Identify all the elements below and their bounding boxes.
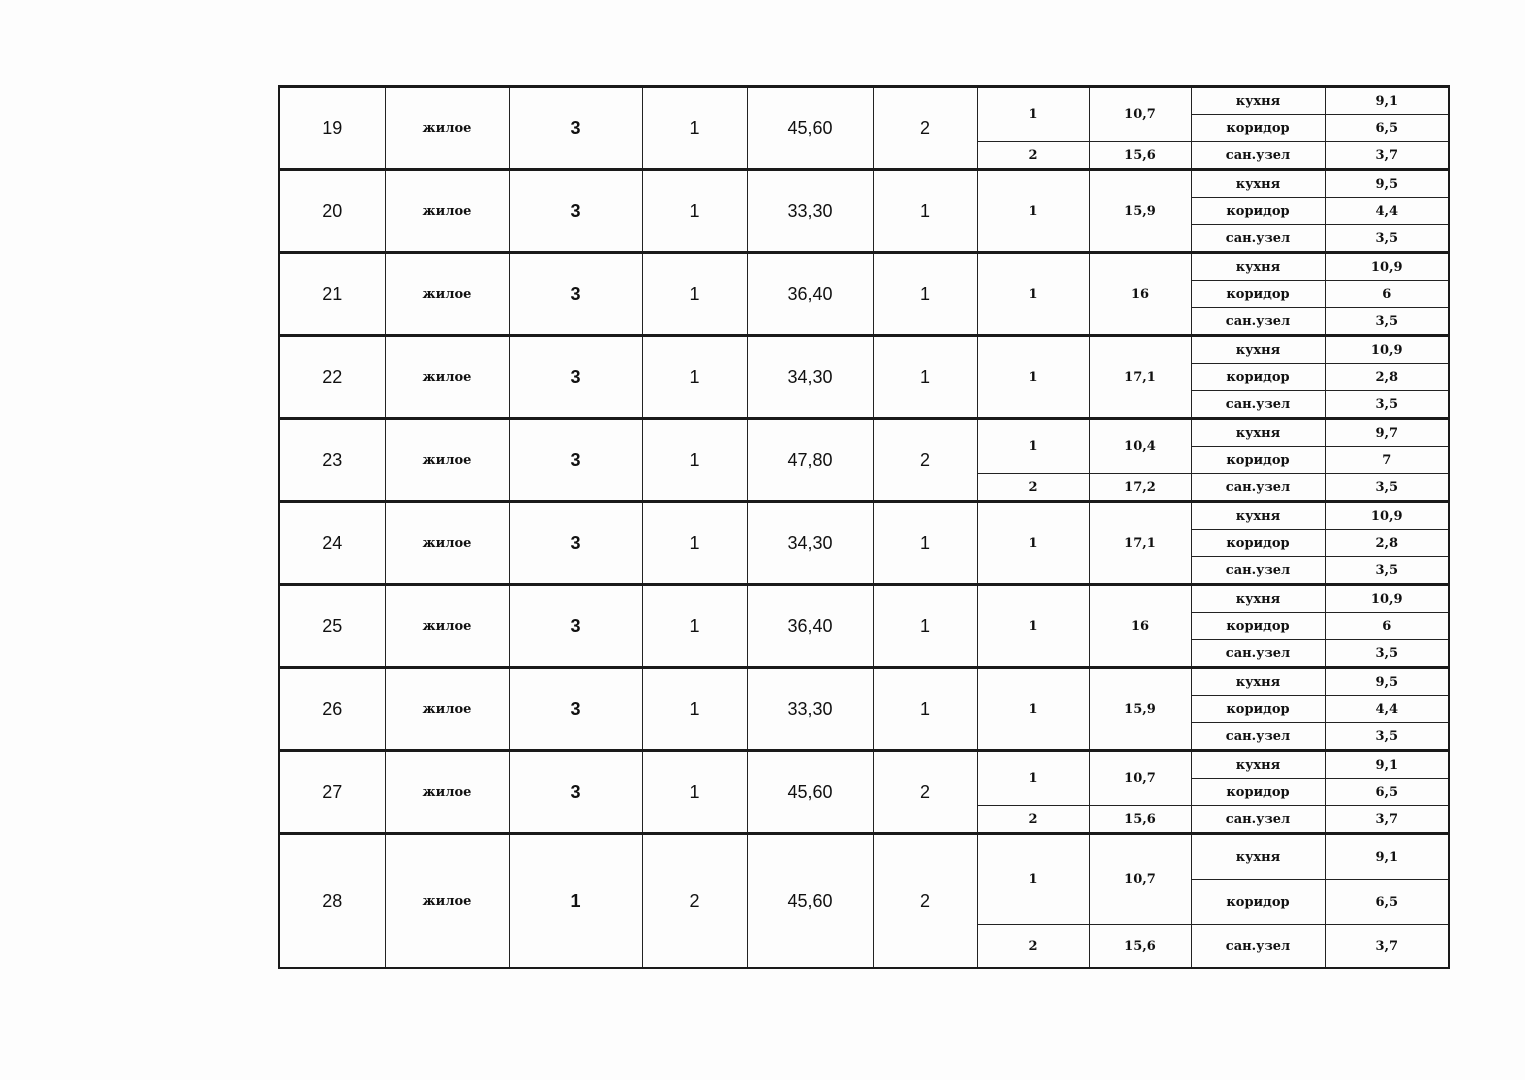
living-room-number: 1: [977, 419, 1089, 474]
aux-room-area: 9,1: [1325, 87, 1449, 115]
aux-room-name: коридор: [1191, 447, 1325, 474]
living-room-area: 15,6: [1089, 925, 1191, 969]
aux-room-name: сан.узел: [1191, 806, 1325, 834]
section-number: 1: [642, 87, 747, 170]
living-room-number: 1: [977, 585, 1089, 668]
aux-room-name: коридор: [1191, 880, 1325, 925]
aux-room-area: 3,7: [1325, 142, 1449, 170]
table-row: [279, 751, 1449, 834]
floor-number: 3: [509, 751, 642, 834]
table-row: [279, 419, 1449, 502]
aux-room-name: коридор: [1191, 696, 1325, 723]
room-count: 1: [873, 502, 977, 585]
aux-room-name: сан.узел: [1191, 723, 1325, 751]
aux-room-name: сан.узел: [1191, 225, 1325, 253]
aux-room-area: 10,9: [1325, 502, 1449, 530]
living-room-area: 10,7: [1089, 751, 1191, 806]
section-number: 1: [642, 253, 747, 336]
aux-room-name: коридор: [1191, 530, 1325, 557]
total-area: 45,60: [747, 834, 873, 969]
section-number: 1: [642, 419, 747, 502]
living-room-number: 2: [977, 925, 1089, 969]
aux-room-name: сан.узел: [1191, 474, 1325, 502]
aux-room-area: 3,5: [1325, 723, 1449, 751]
living-room-area: 16: [1089, 585, 1191, 668]
aux-room-area: 10,9: [1325, 585, 1449, 613]
aux-room-name: сан.узел: [1191, 640, 1325, 668]
aux-room-name: сан.узел: [1191, 142, 1325, 170]
table-row: [279, 87, 1449, 170]
apartment-purpose: жилое: [385, 253, 509, 336]
total-area: 34,30: [747, 502, 873, 585]
living-room-area: 10,7: [1089, 834, 1191, 925]
aux-room-area: 6,5: [1325, 880, 1449, 925]
aux-room-area: 4,4: [1325, 198, 1449, 225]
aux-room-area: 3,5: [1325, 557, 1449, 585]
living-room-area: 17,2: [1089, 474, 1191, 502]
total-area: 33,30: [747, 170, 873, 253]
aux-room-area: 3,5: [1325, 225, 1449, 253]
aux-room-name: коридор: [1191, 779, 1325, 806]
aux-room-area: 10,9: [1325, 253, 1449, 281]
aux-room-area: 6: [1325, 281, 1449, 308]
room-count: 2: [873, 87, 977, 170]
living-room-area: 15,9: [1089, 668, 1191, 751]
aux-room-area: 3,7: [1325, 806, 1449, 834]
total-area: 47,80: [747, 419, 873, 502]
aux-room-name: кухня: [1191, 585, 1325, 613]
aux-room-name: сан.узел: [1191, 925, 1325, 969]
floor-number: 3: [509, 668, 642, 751]
room-count: 1: [873, 668, 977, 751]
apartment-purpose: жилое: [385, 87, 509, 170]
living-room-number: 1: [977, 502, 1089, 585]
apartment-table: [278, 85, 1450, 969]
aux-room-area: 9,1: [1325, 834, 1449, 880]
section-number: 1: [642, 751, 747, 834]
apartment-number: 25: [279, 585, 385, 668]
aux-room-name: кухня: [1191, 87, 1325, 115]
section-number: 1: [642, 336, 747, 419]
aux-room-name: сан.узел: [1191, 308, 1325, 336]
room-count: 2: [873, 751, 977, 834]
section-number: 1: [642, 502, 747, 585]
aux-room-area: 3,7: [1325, 925, 1449, 969]
aux-room-name: коридор: [1191, 115, 1325, 142]
room-count: 2: [873, 834, 977, 969]
aux-room-area: 2,8: [1325, 364, 1449, 391]
apartment-purpose: жилое: [385, 502, 509, 585]
aux-room-area: 9,5: [1325, 668, 1449, 696]
table-row: [279, 253, 1449, 336]
aux-room-name: коридор: [1191, 613, 1325, 640]
living-room-number: 2: [977, 806, 1089, 834]
aux-room-name: кухня: [1191, 502, 1325, 530]
apartment-number: 24: [279, 502, 385, 585]
living-room-number: 1: [977, 834, 1089, 925]
aux-room-area: 2,8: [1325, 530, 1449, 557]
apartment-purpose: жилое: [385, 751, 509, 834]
aux-room-name: сан.узел: [1191, 557, 1325, 585]
aux-room-name: кухня: [1191, 668, 1325, 696]
aux-room-area: 3,5: [1325, 640, 1449, 668]
section-number: 1: [642, 170, 747, 253]
aux-room-area: 3,5: [1325, 474, 1449, 502]
total-area: 34,30: [747, 336, 873, 419]
living-room-area: 15,9: [1089, 170, 1191, 253]
section-number: 1: [642, 585, 747, 668]
room-count: 1: [873, 336, 977, 419]
living-room-area: 16: [1089, 253, 1191, 336]
aux-room-name: коридор: [1191, 198, 1325, 225]
table-row: [279, 170, 1449, 253]
living-room-area: 17,1: [1089, 502, 1191, 585]
table-row: [279, 834, 1449, 969]
room-count: 1: [873, 253, 977, 336]
table-row: [279, 336, 1449, 419]
total-area: 36,40: [747, 253, 873, 336]
aux-room-name: коридор: [1191, 364, 1325, 391]
apartment-number: 28: [279, 834, 385, 969]
apartment-number: 27: [279, 751, 385, 834]
aux-room-area: 9,1: [1325, 751, 1449, 779]
aux-room-name: сан.узел: [1191, 391, 1325, 419]
living-room-area: 15,6: [1089, 806, 1191, 834]
room-count: 1: [873, 585, 977, 668]
apartment-purpose: жилое: [385, 585, 509, 668]
aux-room-area: 9,5: [1325, 170, 1449, 198]
floor-number: 3: [509, 419, 642, 502]
living-room-area: 10,7: [1089, 87, 1191, 142]
total-area: 33,30: [747, 668, 873, 751]
aux-room-name: кухня: [1191, 253, 1325, 281]
living-room-number: 1: [977, 336, 1089, 419]
table-row: [279, 585, 1449, 668]
floor-number: 3: [509, 502, 642, 585]
aux-room-area: 3,5: [1325, 391, 1449, 419]
living-room-number: 2: [977, 474, 1089, 502]
aux-room-name: кухня: [1191, 751, 1325, 779]
apartment-number: 21: [279, 253, 385, 336]
total-area: 36,40: [747, 585, 873, 668]
living-room-number: 1: [977, 751, 1089, 806]
table-row: [279, 502, 1449, 585]
apartment-purpose: жилое: [385, 834, 509, 969]
apartment-purpose: жилое: [385, 170, 509, 253]
apartment-number: 22: [279, 336, 385, 419]
aux-room-name: кухня: [1191, 419, 1325, 447]
floor-number: 3: [509, 253, 642, 336]
floor-number: 3: [509, 336, 642, 419]
floor-number: 3: [509, 585, 642, 668]
apartment-purpose: жилое: [385, 668, 509, 751]
living-room-area: 17,1: [1089, 336, 1191, 419]
apartment-number: 20: [279, 170, 385, 253]
apartment-number: 23: [279, 419, 385, 502]
floor-number: 3: [509, 170, 642, 253]
floor-number: 3: [509, 87, 642, 170]
living-room-area: 10,4: [1089, 419, 1191, 474]
apartment-number: 19: [279, 87, 385, 170]
aux-room-area: 3,5: [1325, 308, 1449, 336]
living-room-number: 1: [977, 668, 1089, 751]
living-room-area: 15,6: [1089, 142, 1191, 170]
aux-room-area: 6: [1325, 613, 1449, 640]
living-room-number: 2: [977, 142, 1089, 170]
aux-room-name: кухня: [1191, 170, 1325, 198]
table-row: [279, 668, 1449, 751]
aux-room-name: кухня: [1191, 336, 1325, 364]
room-count: 2: [873, 419, 977, 502]
aux-room-area: 7: [1325, 447, 1449, 474]
aux-room-name: кухня: [1191, 834, 1325, 880]
apartment-purpose: жилое: [385, 336, 509, 419]
apartment-purpose: жилое: [385, 419, 509, 502]
aux-room-name: коридор: [1191, 281, 1325, 308]
living-room-number: 1: [977, 87, 1089, 142]
section-number: 2: [642, 834, 747, 969]
aux-room-area: 10,9: [1325, 336, 1449, 364]
floor-number: 1: [509, 834, 642, 969]
aux-room-area: 9,7: [1325, 419, 1449, 447]
aux-room-area: 6,5: [1325, 115, 1449, 142]
apartment-number: 26: [279, 668, 385, 751]
section-number: 1: [642, 668, 747, 751]
living-room-number: 1: [977, 170, 1089, 253]
aux-room-area: 4,4: [1325, 696, 1449, 723]
living-room-number: 1: [977, 253, 1089, 336]
aux-room-area: 6,5: [1325, 779, 1449, 806]
total-area: 45,60: [747, 751, 873, 834]
total-area: 45,60: [747, 87, 873, 170]
room-count: 1: [873, 170, 977, 253]
